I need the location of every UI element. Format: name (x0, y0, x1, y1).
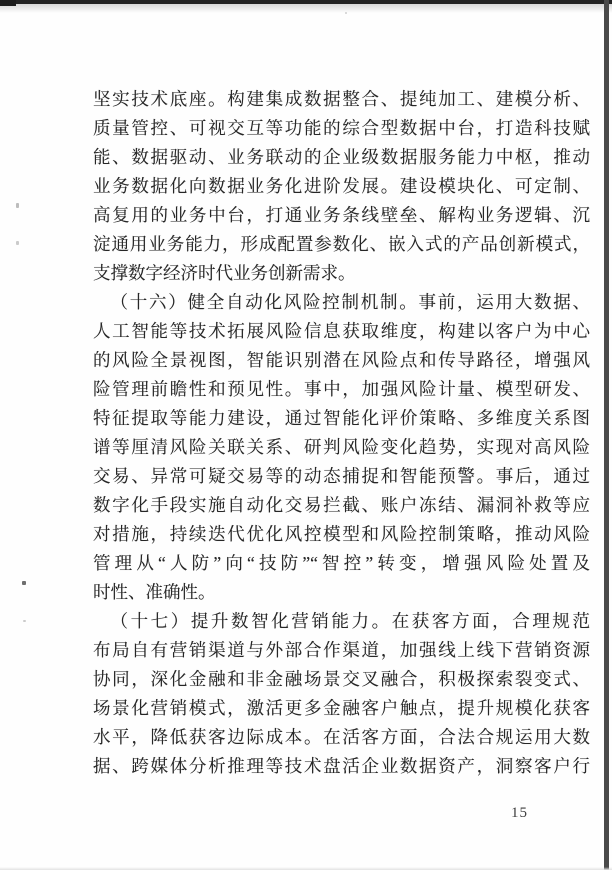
scan-speck (345, 12, 347, 14)
text-line: 场景化营销模式，激活更多金融客户触点，提升规模化获客 (93, 698, 590, 718)
text-line-paragraph-end: 支撑数字经济时代业务创新需求。 (93, 263, 356, 283)
text-line-section-16-start: （十六）健全自动化风险控制机制。事前，运用大数据、 (110, 292, 590, 312)
text-line: 坚实技术底座。构建集成数据整合、提纯加工、建模分析、 (93, 89, 590, 109)
text-line: 险管理前瞻性和预见性。事中，加强风险计量、模型研发、 (93, 379, 590, 399)
text-line: 对措施，持续迭代优化风控模型和风险控制策略，推动风险 (93, 524, 590, 544)
document-body-text (93, 85, 590, 781)
scan-speck (22, 581, 26, 585)
scan-edge-top-left (0, 0, 16, 6)
text-line: 业务数据化向数据业务化进阶发展。建设模块化、可定制、 (93, 176, 590, 196)
text-line: 布局自有营销渠道与外部合作渠道，加强线上线下营销资源 (93, 640, 590, 660)
text-line: 谱等厘清风险关联关系、研判风险变化趋势，实现对高风险 (93, 437, 590, 457)
text-line: 高复用的业务中台，打通业务条线壁垒、解构业务逻辑、沉 (93, 205, 590, 225)
scan-speck (23, 620, 26, 622)
text-line: 的风险全景视图，智能识别潜在风险点和传导路径，增强风 (93, 350, 590, 370)
text-line: 能、数据驱动、业务联动的企业级数据服务能力中枢，推动 (93, 147, 590, 167)
scan-speck (16, 241, 19, 245)
text-line: 淀通用业务能力，形成配置参数化、嵌入式的产品创新模式， (93, 234, 590, 254)
scan-edge-top-shadow (0, 4, 612, 13)
text-line: 质量管控、可视交互等功能的综合型数据中台，打造科技赋 (93, 118, 590, 138)
scan-speck (16, 203, 19, 208)
text-line: 协同，深化金融和非金融场景交叉融合，积极探索裂变式、 (93, 669, 590, 689)
page-number: 15 (511, 805, 528, 821)
scan-edge-right (604, 0, 609, 870)
text-line-paragraph-end: 时性、准确性。 (93, 582, 216, 602)
text-line-section-17-start: （十七）提升数智化营销能力。在获客方面，合理规范 (110, 611, 590, 631)
text-line: 交易、异常可疑交易等的动态捕捉和智能预警。事后，通过 (93, 466, 590, 486)
text-line: 特征提取等能力建设，通过智能化评价策略、多维度关系图 (93, 408, 590, 428)
text-line: 管理从“人防”向“技防”“智控”转变，增强风险处置及 (93, 553, 590, 573)
text-line: 水平，降低获客边际成本。在活客方面，合法合规运用大数 (93, 727, 590, 747)
text-line: 据、跨媒体分析推理等技术盘活企业数据资产，洞察客户行 (93, 756, 590, 776)
text-line: 人工智能等技术拓展风险信息获取维度，构建以客户为中心 (93, 321, 590, 341)
text-line: 数字化手段实施自动化交易拦截、账户冻结、漏洞补救等应 (93, 495, 590, 515)
